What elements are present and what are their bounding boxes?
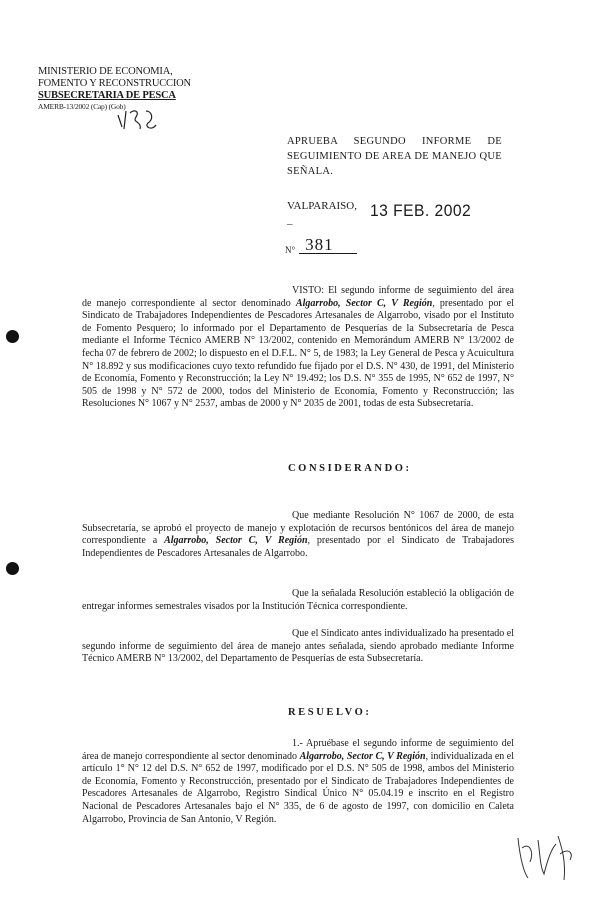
c1-text-1: Que mediante Resolución N° 1067 de 2000, de esta Subsecretaría, se aprobó el proyecto de manejo y explotación de recursos bentónicos del área de manejo correspondiente a <box>82 510 514 547</box>
punch-hole <box>6 562 19 575</box>
number-value: 381 <box>299 236 357 254</box>
r1-text-1: 1.- Apruébase el segundo informe de seguimiento del área de manejo correspondiente al sector denominado <box>82 738 514 762</box>
resuelvo-paragraph-1 <box>82 738 514 826</box>
visto-text-2: , presentado por el Sindicato de Trabajadores Independientes de Pescadores Artesanales de Algarrobo, visado por el Instituto de Fomento Pesquero; lo informado por el Departamento de Pesquerías de la Subsecretaría de Pesca mediante el Informe Técnico AMERB N° 13/2002, contenido en Memorándum AMERB N° 13/2002 de fecha 07 de febrero de 2002; lo dispuesto en el D.F.L. N° 5, de 1983; la Ley General de Pesca y Acuicultura N° 18.892 y sus modificaciones cuyo texto refundido fue fijado por el D.S. N° 430, de 1991, del Ministerio de Economía, Fomento y Reconstrucción; la Ley N° 19.492; los D.S. N° 355 de 1995, N° 652 de 1997, N° 505 de 1998 y N° 572 de 2000, todos del Ministerio de Economía, Fomento y Reconstrucción; las Resoluciones N° 1067 y N° 2537, ambas de 2000 y N° 2035 de 2001, todas de esta Subsecretaría. <box>82 297 514 410</box>
handwritten-signature-icon <box>510 818 580 888</box>
visto-paragraph <box>82 285 514 411</box>
considerando-paragraph-2: Que la señalada Resolución estableció la obligación de entregar informes semestrales visados por la Institución Técnica correspondiente. <box>82 588 514 612</box>
resuelvo-heading: RESUELVO: <box>288 707 372 718</box>
resolution-number <box>285 236 357 255</box>
considerando-paragraph-1 <box>82 510 514 560</box>
ministry-line: MINISTERIO DE ECONOMIA, <box>38 66 173 77</box>
considerando-paragraph-3: Que el Sindicato antes individualizado ha presentado el segundo informe de seguimiento del área de manejo antes señalada, siendo aprobado mediante Informe Técnico AMERB N° 13/2002, del Departamento de Pesquerías de esta Subsecretaría. <box>82 628 514 665</box>
visto-sector: Algarrobo, Sector C, V Región <box>295 297 433 309</box>
considerando-heading: CONSIDERANDO: <box>288 463 412 474</box>
c1-text-2: , presentado por el Sindicato de Trabajadores Independientes de Pescadores Artesanales de Algarrobo. <box>82 535 514 559</box>
c1-sector: Algarrobo, Sector C, V Región <box>164 535 308 547</box>
handwritten-initials-icon <box>112 105 162 135</box>
document-subject: APRUEBA SEGUNDO INFORME DE SEGUIMIENTO DE AREA DE MANEJO QUE SEÑALA. <box>287 136 502 177</box>
number-prefix: N° <box>285 245 296 255</box>
reference-code: AMERB-13/2002 (Cap) (Gob) <box>38 102 126 111</box>
visto-text-1: VISTO: El segundo informe de seguimiento del área de manejo correspondiente al sector denominado <box>82 285 514 309</box>
punch-hole <box>6 330 19 343</box>
place-label: VALPARAISO, <box>287 200 357 212</box>
r1-text-2: , individualizada en el artículo 1° N° 12 del D.S. N° 652 de 1997, modificado por el D.S. N° 505 de 1998, ambos del Ministerio de Economía, Fomento y Reconstrucción, presentado por el Sindicato de Trabajadores Independientes de Pescadores Artesanales de Algarrobo, Registro Sindical Único N° 05.04.19 e inscrito en el Registro Nacional de Pescadores Artesanales bajo el N° 335, de 6 de agosto de 1997, con domicilio en Caleta Algarrobo, Provincia de San Antonio, V Región. <box>82 750 514 825</box>
r1-sector: Algarrobo, Sector C, V Región <box>299 750 426 762</box>
subsecretaria-line: SUBSECRETARIA DE PESCA <box>38 90 176 101</box>
date-stamp: 13 FEB. 2002 <box>370 201 472 220</box>
ministry-line-2: FOMENTO Y RECONSTRUCCION <box>38 78 191 89</box>
separator-mark: – <box>287 218 293 230</box>
